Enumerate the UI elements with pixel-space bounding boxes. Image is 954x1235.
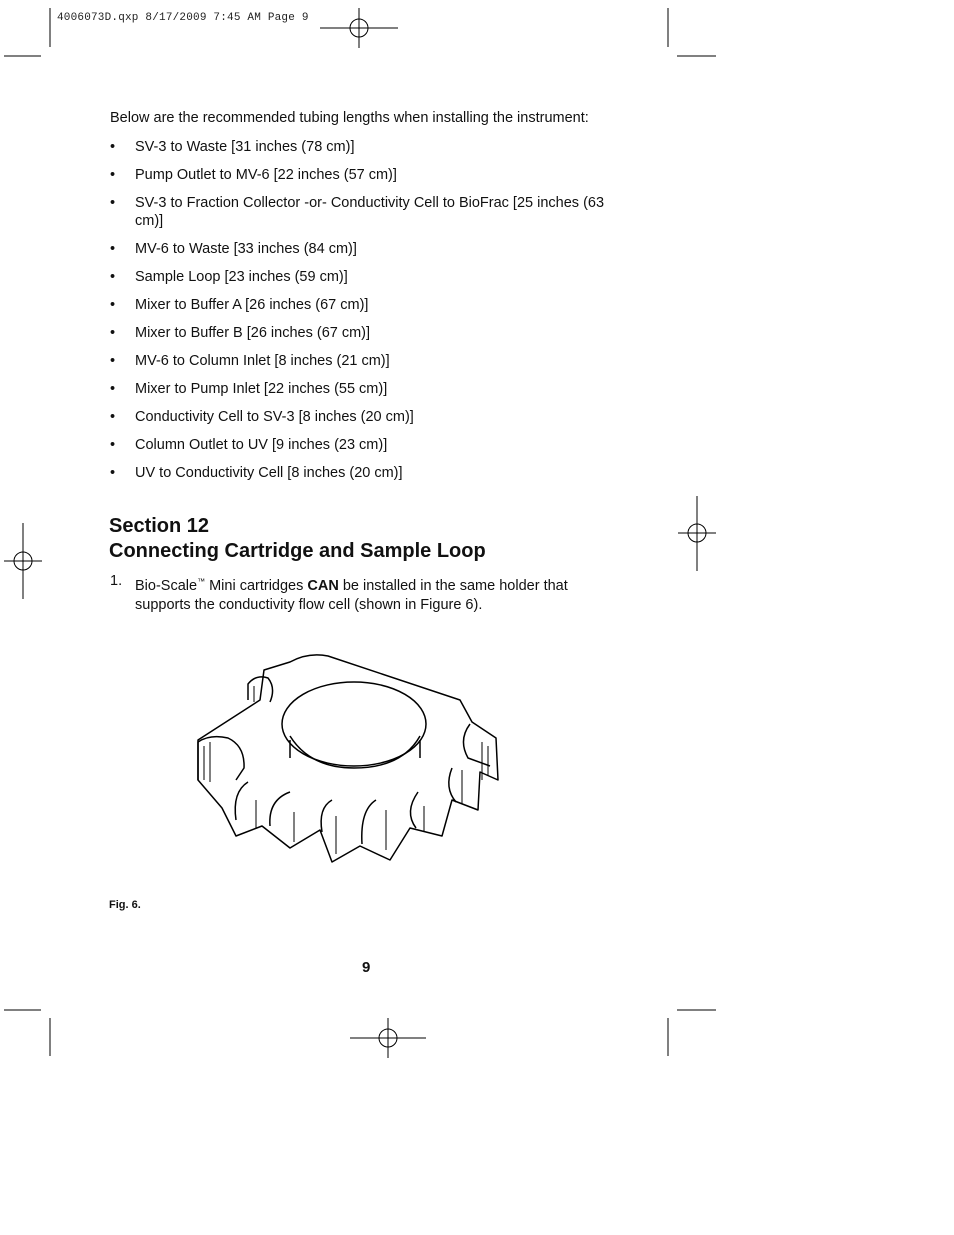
list-item: • Pump Outlet to MV-6 [22 inches (57 cm)] [110,166,610,184]
list-item: • Mixer to Buffer B [26 inches (67 cm)] [110,324,610,342]
trademark-symbol: ™ [197,577,206,586]
list-item: • UV to Conductivity Cell [8 inches (20 cm)] [110,464,610,482]
list-item: • Mixer to Buffer A [26 inches (67 cm)] [110,296,610,314]
list-item: • Column Outlet to UV [9 inches (23 cm)] [110,436,610,454]
list-item: • SV-3 to Waste [31 inches (78 cm)] [110,138,610,156]
figure-caption: Fig. 6. [109,899,141,911]
section-number: Section 12 [109,515,210,537]
tubing-list [110,138,610,492]
list-item: • Mixer to Pump Inlet [22 inches (55 cm)] [110,380,610,398]
file-slug: 4006073D.qxp 8/17/2009 7:45 AM Page 9 [57,12,309,24]
list-item: • Sample Loop [23 inches (59 cm)] [110,268,610,286]
list-item: • MV-6 to Column Inlet [8 inches (21 cm)] [110,352,610,370]
list-item: • Conductivity Cell to SV-3 [8 inches (20 cm)] [110,408,610,426]
list-item: • MV-6 to Waste [33 inches (84 cm)] [110,240,610,258]
section-heading [109,514,486,564]
step-number: 1. [110,573,123,589]
section-title: Connecting Cartridge and Sample Loop [109,540,486,562]
step-1 [110,572,610,615]
emphasis-can: CAN [307,578,339,594]
cartridge-holder-illustration [190,650,510,870]
page-number: 9 [362,959,371,976]
intro-text: Below are the recommended tubing lengths when installing the instrument: [110,110,589,126]
step-text: Bio-Scale™ Mini cartridges CAN be installed in the same holder that supports the conductivity flow cell (shown in Figure 6). [135,577,568,613]
list-item: • SV-3 to Fraction Collector -or- Conductivity Cell to BioFrac [25 inches (63 cm)] [110,194,610,230]
